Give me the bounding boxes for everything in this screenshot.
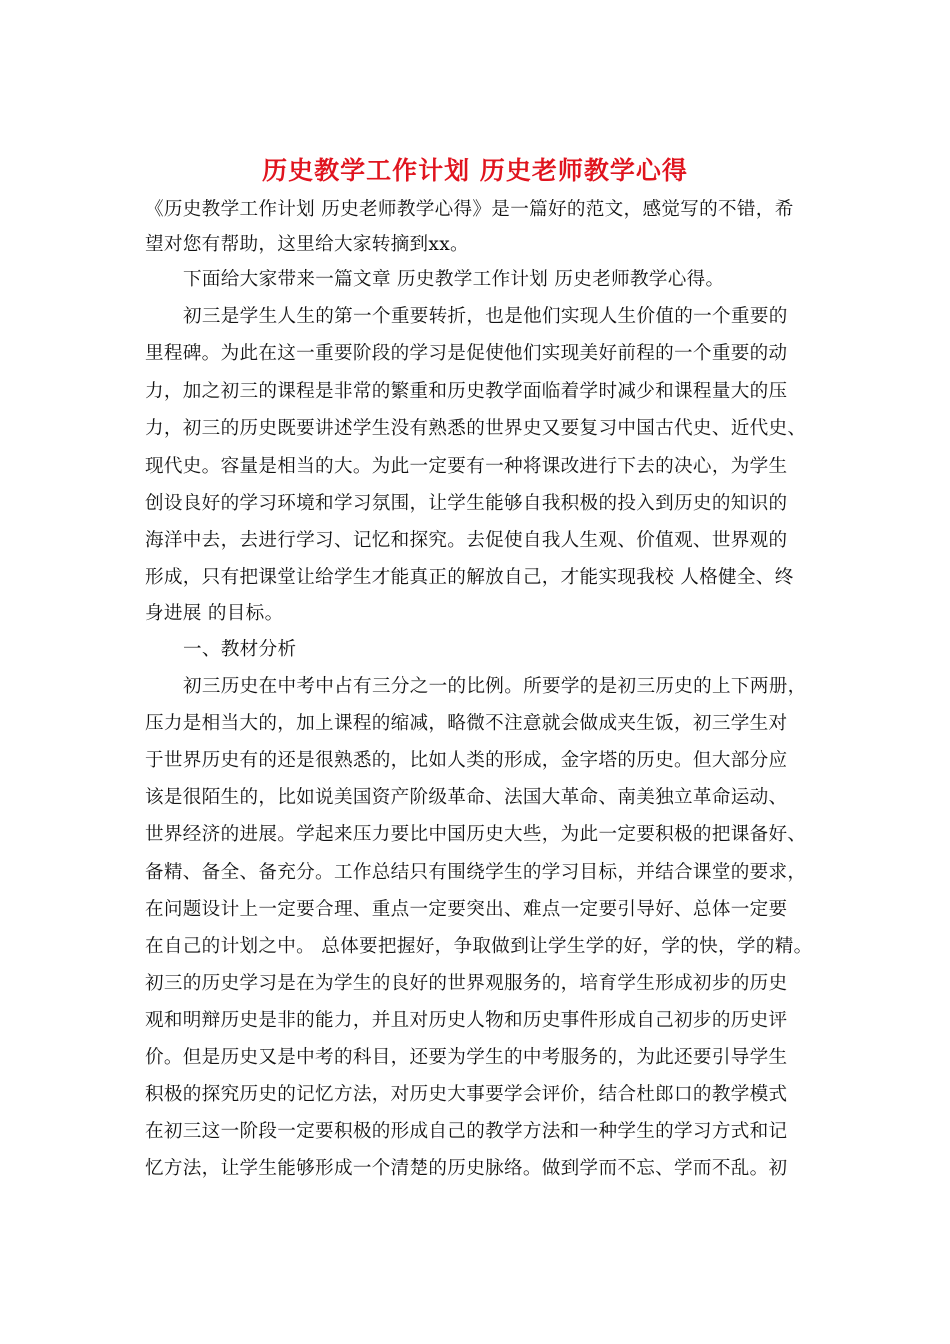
text-line-2: 望对您有帮助，这里给大家转摘到xx。 — [145, 234, 469, 255]
text-line-22: 初三的历史学习是在为学生的良好的世界观服务的，培育学生形成初步的历史 — [145, 973, 788, 994]
text-line-17: 该是很陌生的，比如说美国资产阶级革命、法国大革命、南美独立革命运动、 — [145, 787, 788, 808]
text-line-11: 形成，只有把课堂让给学生才能真正的解放自己，才能实现我校 人格健全、终 — [145, 567, 794, 588]
text-line-27: 忆方法，让学生能够形成一个清楚的历史脉络。做到学而不忘、学而不乱。初 — [145, 1158, 788, 1179]
text-line-21: 在自己的计划之中。 总体要把握好，争取做到让学生学的好，学的快，学的精。 — [145, 936, 813, 957]
text-line-10: 海洋中去，去进行学习、记忆和探究。去促使自我人生观、价值观、世界观的 — [145, 530, 788, 551]
text-line-25: 积极的探究历史的记忆方法，对历史大事要学会评价，结合杜郎口的教学模式 — [145, 1084, 788, 1105]
text-line-7: 力，初三的历史既要讲述学生没有熟悉的世界史又要复习中国古代史、近代史、 — [145, 418, 807, 439]
section-heading: 一、教材分析 — [183, 639, 297, 660]
text-line-4: 初三是学生人生的第一个重要转折，也是他们实现人生价值的一个重要的 — [183, 306, 788, 327]
text-line-19: 备精、备全、备充分。工作总结只有围绕学生的学习目标，并结合课堂的要求， — [145, 862, 807, 883]
document-title: 历史教学工作计划 历史老师教学心得 — [262, 156, 688, 185]
text-line-15: 压力是相当大的，加上课程的缩减，略微不注意就会做成夹生饭，初三学生对 — [145, 713, 788, 734]
text-line-24: 价。但是历史又是中考的科目，还要为学生的中考服务的，为此还要引导学生 — [145, 1047, 788, 1068]
text-line-6: 力，加之初三的课程是非常的繁重和历史教学面临着学时减少和课程量大的压 — [145, 381, 788, 402]
text-line-9: 创设良好的学习环境和学习氛围，让学生能够自我积极的投入到历史的知识的 — [145, 493, 788, 514]
text-line-3: 下面给大家带来一篇文章 历史教学工作计划 历史老师教学心得。 — [183, 269, 725, 290]
text-line-1: 《历史教学工作计划 历史老师教学心得》是一篇好的范文，感觉写的不错，希 — [145, 199, 794, 220]
text-line-8: 现代史。容量是相当的大。为此一定要有一种将课改进行下去的决心，为学生 — [145, 456, 788, 477]
text-line-20: 在问题设计上一定要合理、重点一定要突出、难点一定要引导好、总体一定要 — [145, 899, 788, 920]
text-line-26: 在初三这一阶段一定要积极的形成自己的教学方法和一种学生的学习方式和记 — [145, 1121, 788, 1142]
text-line-18: 世界经济的进展。学起来压力要比中国历史大些，为此一定要积极的把课备好、 — [145, 824, 807, 845]
text-line-16: 于世界历史有的还是很熟悉的，比如人类的形成，金字塔的历史。但大部分应 — [145, 750, 788, 771]
text-line-23: 观和明辩历史是非的能力，并且对历史人物和历史事件形成自己初步的历史评 — [145, 1010, 788, 1031]
text-line-12: 身进展 的目标。 — [145, 603, 284, 624]
text-line-14: 初三历史在中考中占有三分之一的比例。所要学的是初三历史的上下两册， — [183, 676, 807, 697]
text-line-5: 里程碑。为此在这一重要阶段的学习是促使他们实现美好前程的一个重要的动 — [145, 343, 788, 364]
